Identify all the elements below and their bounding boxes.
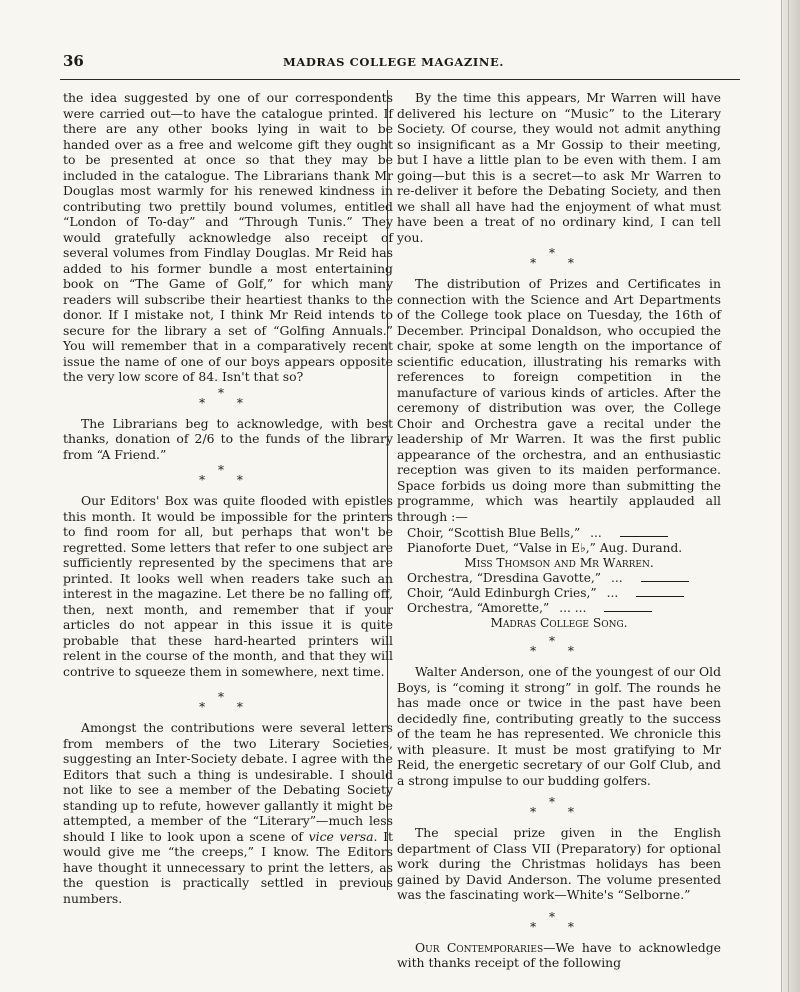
separator-stars: * * * <box>199 463 257 487</box>
programme-item-rule <box>641 581 689 582</box>
separator-stars: * * * <box>199 385 257 410</box>
programme-item-dots: ... ... <box>559 601 587 615</box>
programme-item <box>397 586 721 601</box>
paragraph-english-prize: The special prize given in the English department of Class VII (Preparatory) for optional work during the Christmas holidays has been gained by David Anderson. The volume presented was the fascinating work—White's “Selborne.” <box>397 825 721 902</box>
programme-item-text: Orchestra, “Dresdina Gavotte,” <box>407 571 602 585</box>
programme-item <box>397 526 721 541</box>
paragraph-inter-society-debate <box>63 720 393 906</box>
programme-performers: Miss Thomson and Mr Warren. <box>464 556 654 570</box>
programme-item <box>397 601 721 616</box>
programme-item-rule <box>636 596 684 597</box>
page-edge <box>781 0 800 992</box>
contemporaries-heading: Our Contemporaries <box>415 939 544 955</box>
debate-italic-phrase: vice versa <box>308 828 374 844</box>
paragraph-music-lecture: By the time this appears, Mr Warren will have delivered his lecture on “Music” to the Literary Society. Of course, they would not admit anything so insignificant as a Mr Gossip to their meeting, but I have a little plan to be even with them. I am going—but this is a secret—to ask Mr Warren to re-deliver it before the Debating Society, and then we shall all have had the enjoyment of what must have been a treat of no ordinary kind, I can tell you. <box>397 90 721 245</box>
paragraph-contemporaries <box>397 940 721 971</box>
left-column <box>63 90 393 906</box>
paragraph-walter-anderson-golf: Walter Anderson, one of the youngest of our Old Boys, is “coming it strong” in golf. The rounds he has made once or twice in the past have been decidedly fine, contributing greatly to the success of the team he has represented. We chronicle this with pleasure. It must be most gratifying to Mr Reid, the energetic secretary of our Golf Club, and a strong impulse to our budding golfers. <box>397 664 721 788</box>
programme-item-dots: ... <box>590 526 602 540</box>
programme-item <box>397 541 721 556</box>
page-number: 36 <box>63 52 84 70</box>
programme-item-text: Choir, “Auld Edinburgh Cries,” <box>407 586 597 600</box>
programme-item-text: Pianoforte Duet, “Valse in E♭,” Aug. Durand. <box>407 541 683 555</box>
programme-item-rule <box>604 611 652 612</box>
programme-item-rule <box>620 536 668 537</box>
programme-item <box>397 571 721 586</box>
right-column <box>397 90 721 971</box>
programme-item-text: Choir, “Scottish Blue Bells,” <box>407 526 581 540</box>
programme-item-dots: ... <box>606 586 619 600</box>
programme-item-dots: ... <box>611 571 623 585</box>
debate-text-part-2: . It would give me “the creeps,” I know. The Editors have thought it unnecessary to print the letters, as the question is practically settled in previous numbers. <box>63 828 393 906</box>
separator-stars: * * * <box>530 909 588 934</box>
page-header <box>63 52 760 74</box>
paragraph-editors-box: Our Editors' Box was quite flooded with epistles this month. It would be impossible for the printers to find room for all, but perhaps that won't be regretted. Some letters that refer to one subject are sufficiently represented by the specimens that are printed. It looks well when readers take such an interest in the magazine. Let there be no falling off, then, next month, and remember that if your articles do not appear in this issue it is quite probable that these hard-hearted printers will relent in the course of the month, and that they will contrive to squeeze them in somewhere, next time. <box>63 493 393 679</box>
separator-stars: * * * <box>530 246 588 270</box>
contemporaries-text: —We have to acknowledge with thanks receipt of the following <box>397 939 721 970</box>
paragraph-librarians-donation: The Librarians beg to acknowledge, with best thanks, donation of 2/6 to the funds of the library from “A Friend.” <box>63 415 393 462</box>
debate-text-part-1: Amongst the contributions were several letters from members of the two Literary Societies, suggesting an Inter-Society debate. I agree with the Editors that such a thing is undesirable. I should not like to see a member of the Debating Society standing up to refute, however gallantly it might be attempted, a member of the “Literary”—much less should I like to look upon a scene of <box>63 720 393 844</box>
header-rule <box>60 79 740 80</box>
separator-stars: * * * <box>530 795 588 819</box>
programme-closing-song: Madras College Song. <box>490 616 628 630</box>
paragraph-library-catalogue: the idea suggested by one of our correspondents were carried out—to have the catalogue printed. If there are any other books lying in wait to be handed over as a free and welcome gift they ought to be presented at once so that they may be included in the catalogue. The Librarians thank Mr Douglas most warmly for his renewed kindness in contributing two prettily bound volumes, entitled “London of To-day” and “Through Tunis.” They would gratefully acknowledge also receipt of several volumes from Findlay Douglas. Mr Reid has added to his former bundle a most entertaining book on “The Game of Golf,” for which many readers will subscribe their heartiest thanks to the donor. If I mistake not, I think Mr Reid intends to secure for the library a set of “Golfing Annuals.” You will remember that in a comparatively recent issue the name of one of our boys appears opposite the very low score of 84. Isn't that so? <box>63 90 393 384</box>
separator-stars: * * * <box>530 634 588 658</box>
running-title: MADRAS COLLEGE MAGAZINE. <box>283 55 504 69</box>
programme-item-text: Orchestra, “Amorette,” <box>407 601 550 615</box>
paragraph-prize-distribution: The distribution of Prizes and Certificates in connection with the Science and Art Departments of the College took place on Tuesday, the 16th of December. Principal Donaldson, who occupied the chair, spoke at some length on the importance of scientific education, illustrating his remarks with references to foreign competition in the manufacture of various kinds of articles. After the ceremony of distribution was over, the College Choir and Orchestra gave a recital under the leadership of Mr Warren. It was the first public appearance of the orchestra, and an enthusiastic reception was given to its maiden performance. Space forbids us doing more than submitting the programme, which was heartily applauded all through :— <box>397 276 721 524</box>
concert-programme <box>397 526 721 631</box>
separator-stars: * * * <box>199 690 257 714</box>
